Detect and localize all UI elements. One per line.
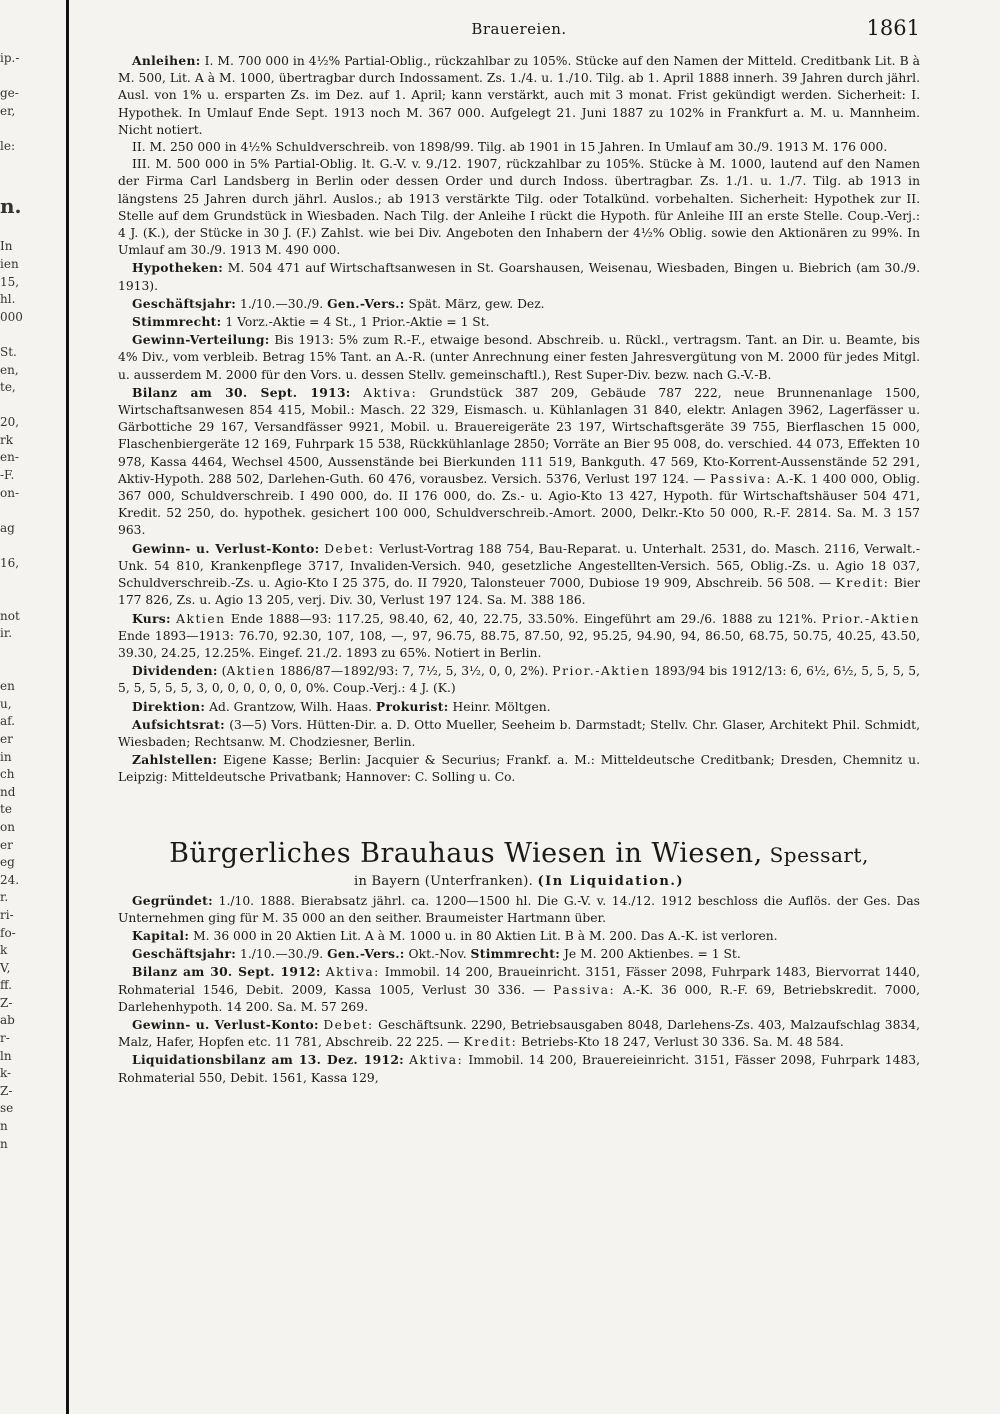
- margin-fragment: rk: [0, 432, 14, 447]
- margin-fragment: u,: [0, 696, 12, 711]
- running-title: Brauereien.: [471, 20, 567, 38]
- margin-fragment: St.: [0, 344, 17, 359]
- word-aktiva-2: Aktiva:: [325, 965, 380, 980]
- paragraph-direktion: [118, 698, 920, 716]
- label-geschaeftsjahr-2: Geschäftsjahr:: [132, 946, 237, 962]
- text-guv-kredit: Bier 177 826, Zs. u. Agio 13 205, verj. Div. 30, Verlust 197 124. Sa. M. 388 186.: [118, 576, 920, 608]
- margin-fragment: ien: [0, 256, 19, 271]
- paragraph-anleihen: [118, 52, 920, 139]
- label-stimmrecht: Stimmrecht:: [132, 314, 222, 330]
- label-liquidationsbilanz: Liquidationsbilanz am 13. Dez. 1912:: [132, 1052, 405, 1068]
- margin-fragment: ab: [0, 1013, 15, 1028]
- margin-fragment: ff.: [0, 978, 12, 993]
- margin-fragment: 24.: [0, 872, 20, 887]
- label-genvers: Gen.-Vers.:: [327, 295, 405, 311]
- text-liquidationsbilanz: Immobil. 14 200, Brauereieinricht. 3151, Fässer 2098, Fuhrpark 1483, Rohmaterial 550, Debit. 1561, Kassa 129,: [118, 1053, 920, 1085]
- word-kredit: Kredit:: [835, 576, 890, 591]
- label-bilanz: Bilanz am 30. Sept. 1913:: [132, 384, 351, 400]
- margin-fragment: fo-: [0, 925, 16, 940]
- paragraph-bilanz-2: [118, 963, 920, 1016]
- paragraph-zahlstellen: [118, 751, 920, 786]
- margin-fragment: [0, 120, 62, 138]
- text-kurs-prior: Ende 1893—1913: 76.70, 92.30, 107, 108, —, 97, 96.75, 88.75, 87.50, 92, 95.25, 94.90, 94, 86.50, 68.75, 50.75, 40.25, 43.50, 39.30, 24.25, 12.25%. Eingef. 21./2. 1893 zu 65%. Notiert in Berlin.: [118, 628, 920, 660]
- page-number: 1861: [866, 16, 920, 40]
- margin-fragment: In: [0, 239, 13, 254]
- label-kapital: Kapital:: [132, 927, 190, 943]
- paragraph-gegruendet: [118, 892, 920, 927]
- paragraph-anleihe-iii: III. M. 500 000 in 5% Partial-Oblig. lt. G.-V. v. 9./12. 1907, rückzahlbar zu 105%. Stücke à M. 1000, lautend auf den Namen der Firma Carl Landsberg in Berlin oder dessen Order und durch Indoss. übertragbar. Zs. 1./1. u. 1./7. Tilg. ab 1913 in längstens 25 Jahren durch jährl. Auslos.; ab 1913 verstärkte Tilg. oder Totalkünd. vorbehalten. Sicherheit: Hypothek zur II. Stelle auf dem Grundstück in Wiesbaden. Nach Tilg. der Anleihe I rückt die Hypoth. für Anleihe III an erste Stelle. Coup.-Verj.: 4 J. (K.), der Stücke in 30 J. (F.) Zahlst. wie bei Div. Angeboten den Inhabern der 4½% Oblig. sowie den Aktionären zu 99%. In Umlauf am 30./9. 1913 M. 490 000.: [118, 157, 920, 258]
- text-zahlstellen: Eigene Kasse; Berlin: Jacquier & Securius; Frankf. a. M.: Mitteldeutsche Creditbank; Dresden, Chemnitz u. Leipzig: Mitteldeutsche Privatbank; Hannover: C. Solling u. Co.: [118, 753, 920, 785]
- margin-fragment: k-: [0, 1066, 12, 1081]
- text-aufsichtsrat: (3—5) Vors. Hütten-Dir. a. D. Otto Mueller, Seeheim b. Darmstadt; Stellv. Chr. Glaser, Architekt Phil. Schmidt, Wiesbaden; Rechtsanw. M. Chodziesner, Berlin.: [118, 717, 920, 749]
- margin-fragment: r-: [0, 1031, 10, 1046]
- margin-fragment: ir.: [0, 626, 13, 641]
- text-geschaeftsjahr-2: 1./10.—30./9.: [236, 947, 328, 962]
- margin-fragment: k: [0, 943, 8, 958]
- paragraph-guv: [118, 540, 920, 610]
- label-gegruendet: Gegründet:: [132, 892, 213, 908]
- margin-fragment: 15,: [0, 274, 20, 289]
- margin-fragment: er: [0, 837, 13, 852]
- margin-fragment: er,: [0, 103, 16, 118]
- page: [118, 12, 920, 1087]
- section-anleihen: [118, 52, 920, 787]
- label-bilanz-2: Bilanz am 30. Sept. 1912:: [132, 964, 321, 980]
- liquidation-status: (In Liquidation.): [537, 873, 684, 889]
- margin-fragment: [0, 643, 62, 661]
- margin-fragment: eg: [0, 855, 15, 870]
- margin-rule: [66, 0, 69, 1414]
- margin-fragment: Z-: [0, 1083, 13, 1098]
- margin-fragment: nd: [0, 784, 16, 799]
- margin-fragment: [0, 590, 62, 608]
- label-dividenden: Dividenden:: [132, 663, 218, 679]
- text-stimmrecht: 1 Vorz.-Aktie = 4 St., 1 Prior.-Aktie = 1 St.: [221, 315, 490, 330]
- word-liq-aktiva: Aktiva:: [409, 1053, 464, 1068]
- label-stimmrecht-2: Stimmrecht:: [470, 946, 561, 962]
- page-header: [118, 12, 920, 52]
- word-kurs-aktien: Aktien: [176, 611, 226, 626]
- margin-fragment: en: [0, 679, 15, 694]
- word-debet: Debet:: [324, 541, 375, 556]
- margin-fragment: ge-: [0, 86, 19, 101]
- margin-fragment: en-: [0, 450, 19, 465]
- word-passiva-2: Passiva:: [553, 982, 616, 997]
- margin-fragment: [0, 68, 62, 86]
- margin-fragment: n: [0, 1119, 8, 1134]
- label-guv: Gewinn- u. Verlust-Konto:: [132, 540, 320, 556]
- label-guv-2: Gewinn- u. Verlust-Konto:: [132, 1016, 319, 1032]
- text-bilanz-aktiva-2: Immobil. 14 200, Braueinricht. 3151, Fässer 2098, Fuhrpark 1483, Biervorrat 1440, Rohmaterial 1546, Debit. 2009, Kassa 1005, Verlust 30 336. —: [118, 965, 920, 997]
- text-prokurist: Heinr. Möltgen.: [448, 699, 551, 714]
- label-direktion: Direktion:: [132, 698, 206, 714]
- margin-fragment: [0, 661, 62, 679]
- margin-fragment: [0, 326, 62, 344]
- word-passiva: Passiva:: [709, 471, 772, 486]
- margin-fragment: Z-: [0, 995, 13, 1010]
- word-debet-2: Debet:: [323, 1017, 374, 1032]
- margin-fragment: [0, 156, 62, 174]
- paragraph-gewinn-verteilung: [118, 331, 920, 384]
- text-hypotheken: M. 504 471 auf Wirtschaftsanwesen in St. Goarshausen, Weisenau, Wiesbaden, Bingen u. Biebrich (am 30./9. 1913).: [118, 261, 920, 293]
- text-bilanz-aktiva: Grundstück 387 209, Gebäude 787 222, neue Brunnenanlage 1500, Wirtschaftsanwesen 854 415, Mobil.: Masch. 22 329, Eismasch. u. Kühlanlagen 31 840, elektr. Anlagen 3962, Lagerfässer u. Gärbottiche 29 167, Versandfässer 9921, Mobil. u. Brauereigeräte 23 197, Wirtschaftsgeräte 39 755, Bierflaschen 15 000, Flaschenbiergeräte 12 169, Fuhrpark 15 538, Rückkühlanlage 2850; Vorräte an Bier 95 008, do. verschied. 44 073, Effekten 10 978, Kassa 4464, Wechsel 4500, Aussenstände bei Bierkunden 111 519, Bankguth. 47 569, Kto-Korrent-Aussenstände 52 291, Aktiv-Hypoth. 288 502, Darlehen-Guth. 60 476, vorausbez. Versich. 5376, Verlust 197 124. —: [118, 385, 921, 486]
- paragraph-kurs: [118, 610, 920, 663]
- margin-fragment: te,: [0, 380, 16, 395]
- label-hypotheken: Hypotheken:: [132, 260, 224, 276]
- margin-fragment: [0, 221, 62, 239]
- text-div-prior: 1893/94 bis 1912/13: 6, 6½, 6½, 5, 5, 5, 5, 5, 5, 5, 5, 5, 3, 0, 0, 0, 0, 0, 0, 0%. Coup.-Verj.: 4 J. (K.): [118, 664, 920, 696]
- company-title: [118, 837, 920, 872]
- margin-fragments: [0, 50, 62, 1153]
- margin-fragment: not: [0, 608, 20, 623]
- label-zahlstellen: Zahlstellen:: [132, 752, 218, 768]
- margin-fragment: n: [0, 1136, 8, 1151]
- word-kurs-prior: Prior.-Aktien: [822, 611, 920, 626]
- section-wiesen: [118, 892, 920, 1087]
- margin-fragment: ip.-: [0, 51, 20, 65]
- text-direktion: Ad. Grantzow, Wilh. Haas.: [205, 699, 372, 714]
- margin-fragment: ri-: [0, 907, 14, 922]
- margin-fragment: er: [0, 731, 13, 746]
- label-kurs: Kurs:: [132, 610, 171, 626]
- text-geschaeftsjahr: 1./10.—30./9.: [236, 296, 324, 311]
- text-genvers-2: Okt.-Nov.: [404, 947, 471, 962]
- margin-fragment: r.: [0, 890, 9, 905]
- text-stimmrecht-2: Je M. 200 Aktienbes. = 1 St.: [560, 947, 741, 962]
- paragraph-hypotheken: [118, 259, 920, 294]
- margin-fragment: [0, 397, 62, 415]
- paragraph-geschaeftsjahr: [118, 295, 920, 313]
- paragraph-aufsichtsrat: [118, 716, 920, 751]
- text-gewinn-verteilung: Bis 1913: 5% zum R.-F., etwaige besond. Abschreib. u. Rückl., vertragsm. Tant. an Dir. u. Beamte, bis 4% Div., vom verbleib. Betrag 15% Tant. an A.-R. (unter Anrechnung einer festen Jahresvergütung von M. 2000 für jedes Mitgl. u. ausserdem M. 2000 für den Vors. u. dessen Stellv. gemeinschaftl.), Rest Super-Div. bezw. nach G.-V.-B.: [118, 333, 920, 382]
- word-div-prior: Prior.-Aktien: [552, 664, 651, 679]
- margin-fragment: -F.: [0, 468, 15, 483]
- word-aktiva: Aktiva:: [363, 385, 418, 400]
- margin-fragment: 20,: [0, 415, 20, 430]
- label-geschaeftsjahr: Geschäftsjahr:: [132, 295, 237, 311]
- margin-fragment: n.: [0, 193, 22, 218]
- word-div-aktien: Aktien: [226, 664, 276, 679]
- margin-fragment: ln: [0, 1048, 12, 1063]
- paragraph-stimmrecht: [118, 313, 920, 331]
- paragraph-bilanz: [118, 384, 920, 540]
- label-aufsichtsrat: Aufsichtsrat:: [132, 716, 225, 732]
- margin-fragment: V,: [0, 960, 11, 975]
- margin-fragment: en,: [0, 362, 19, 377]
- text-div-aktien: 1886/87—1892/93: 7, 7½, 5, 3½, 0, 0, 2%).: [275, 664, 553, 679]
- company-heading: [118, 837, 920, 892]
- paragraph-dividenden: Dividenden: (Aktien 1886/87—1892/93: 7, 7½, 5, 3½, 0, 0, 2%). Prior.-Aktien 1893/94 bis 1912/13: 6, 6½, 6½, 5, 5, 5, 5, 5, 5, 5, 5, 5, 3, 0, 0, 0, 0, 0, 0, 0%. Coup.-Verj.: 4 J. (K.): [118, 663, 920, 696]
- text-guv-debet: Verlust-Vortrag 188 754, Bau-Reparat. u. Unterhalt. 2531, do. Masch. 2116, Verwalt.-Unk. 54 810, Krankenpflege 3717, Invaliden-Versich. 940, gesetzliche Angestellten-Versich. 565, Oblig.-Zs. u. Agio 18 037, Schuldverschreib.-Zs. u. Agio-Kto I 25 375, do. II 7920, Talonsteuer 7000, Dubiose 19 909, Abschreib. 56 508. —: [118, 541, 921, 591]
- paragraph-guv-2: [118, 1016, 920, 1051]
- margin-fragment: le:: [0, 138, 15, 153]
- margin-fragment: 16,: [0, 556, 20, 571]
- margin-fragment: ag: [0, 520, 15, 535]
- text-bilanz-passiva: A.-K. 1 400 000, Oblig. 367 000, Schuldverschreib. I 490 000, do. II 176 000, do. Zs.- u. Agio-Kto 13 427, Hypoth. für Wirtschaftshäuser 504 471, Kredit. 52 250, do. hypothek. gesichert 100 000, Schuldverschreib.-Amort. 2000, Delkr.-Kto 50 000, R.-F. 2814. Sa. M. 3 157 963.: [118, 471, 920, 538]
- margin-fragment: 000: [0, 309, 23, 324]
- margin-fragment: [0, 573, 62, 591]
- label-anleihen: Anleihen:: [132, 53, 201, 68]
- word-kredit-2: Kredit:: [463, 1035, 518, 1050]
- margin-fragment: in: [0, 749, 12, 764]
- margin-fragment: on: [0, 819, 15, 834]
- text-gegruendet: 1./10. 1888. Bierabsatz jährl. ca. 1200—1500 hl. Die G.-V. v. 14./12. 1912 beschloss die Auflös. der Ges. Das Unternehmen ging für M. 35 000 an den seither. Braumeister Hartmann über.: [118, 893, 920, 925]
- paragraph-kapital: [118, 927, 920, 945]
- text-genvers: Spät. März, gew. Dez.: [404, 296, 545, 311]
- text-bilanz-passiva-2: A.-K. 36 000, R.-F. 69, Betriebskredit. 7000, Darlehenhypoth. 14 200. Sa. M. 57 269.: [118, 982, 920, 1014]
- company-region: Spessart,: [762, 842, 869, 867]
- text-guv-kredit-2: Betriebs-Kto 18 247, Verlust 30 336. Sa. M. 48 584.: [517, 1035, 844, 1050]
- text-guv-debet-2: Geschäftsunk. 2290, Betriebsausgaben 8048, Darlehens-Zs. 403, Malzaufschlag 3834, Malz, Hafer, Hopfen etc. 11 781, Abschreib. 22 225. —: [118, 1017, 920, 1050]
- margin-fragment: hl.: [0, 292, 16, 307]
- company-location-line: [118, 872, 920, 892]
- paragraph-geschaeftsjahr-2: [118, 945, 920, 963]
- paragraph-liquidationsbilanz: [118, 1051, 920, 1086]
- margin-fragment: se: [0, 1101, 14, 1116]
- paragraph-anleihe-ii: II. M. 250 000 in 4½% Schuldverschreib. von 1898/99. Tilg. ab 1901 in 15 Jahren. In Umlauf am 30./9. 1913 M. 176 000.: [132, 140, 888, 155]
- margin-fragment: on-: [0, 485, 20, 500]
- label-genvers-2: Gen.-Vers.:: [327, 946, 405, 962]
- margin-fragment: [0, 173, 62, 191]
- company-name: Bürgerliches Brauhaus Wiesen in Wiesen,: [169, 837, 763, 869]
- company-location: in Bayern (Unterfranken).: [353, 873, 538, 889]
- text-anleihen: I. M. 700 000 in 4½% Partial-Oblig., rückzahlbar zu 105%. Stücke auf den Namen der Mitteld. Creditbank Lit. B à M. 500, Lit. A à M. 1000, übertragbar durch Indossament. Zs. 1./4. u. 1./10. Tilg. ab 1. April 1888 innerh. 39 Jahren durch jährl. Ausl. von 1% u. ersparten Zs. im Dez. auf 1. April; kann verstärkt, auch mit 3 monat. Frist gekündigt werden. Sicherheit: I. Hypothek. In Umlauf Ende Sept. 1913 noch M. 367 000. Aufgelegt 21. Juni 1887 zu 102% in Frankfurt a. M. u. Mannheim. Nicht notiert.: [118, 54, 920, 137]
- margin-fragment: [0, 502, 62, 520]
- margin-fragment: [0, 537, 62, 555]
- label-gewinn-verteilung: Gewinn-Verteilung:: [132, 332, 270, 348]
- margin-fragment: te: [0, 802, 12, 817]
- label-prokurist: Prokurist:: [375, 698, 449, 714]
- margin-fragment: ch: [0, 767, 15, 782]
- text-kapital: M. 36 000 in 20 Aktien Lit. A à M. 1000 u. in 80 Aktien Lit. B à M. 200. Das A.-K. ist verloren.: [189, 928, 778, 943]
- text-kurs-aktien: Ende 1888—93: 117.25, 98.40, 62, 40, 22.75, 33.50%. Eingeführt am 29./6. 1888 zu 121%.: [225, 611, 823, 626]
- margin-fragment: af.: [0, 714, 15, 729]
